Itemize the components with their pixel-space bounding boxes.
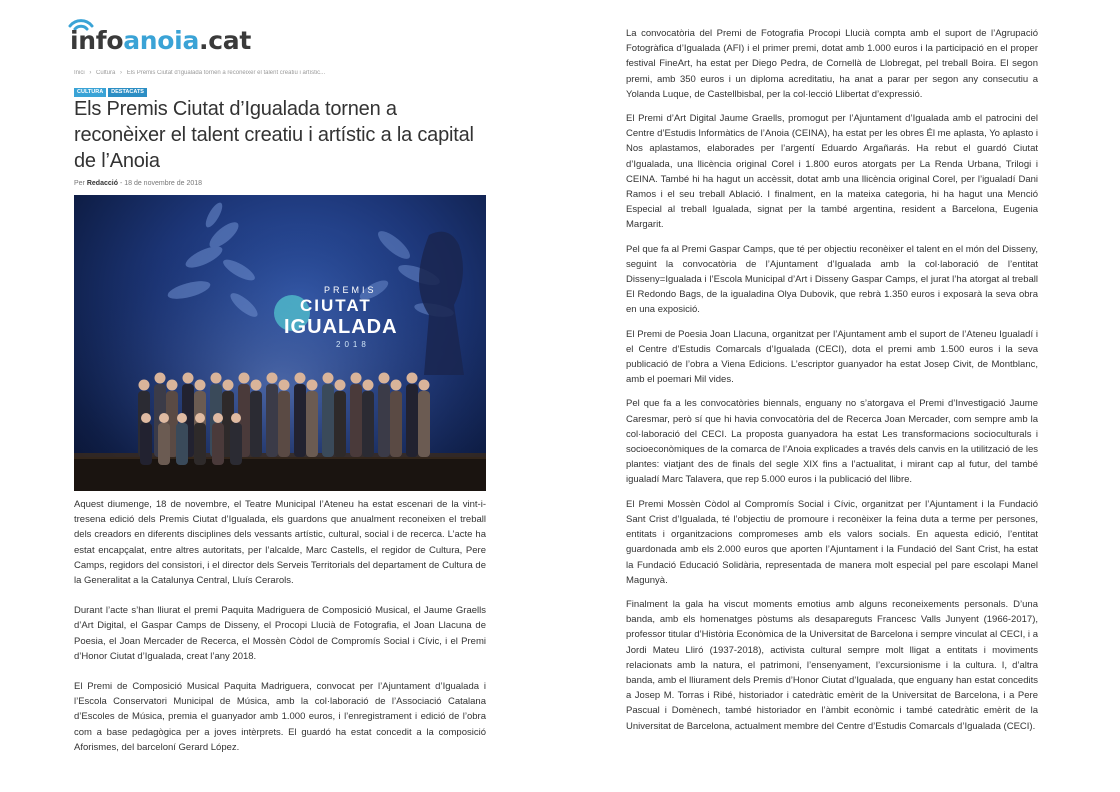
banner-igualada: IGUALADA [284, 316, 398, 338]
category-badges [74, 80, 486, 95]
person-head [363, 380, 374, 391]
person-head [267, 373, 278, 384]
breadcrumb-current: Els Premis Ciutat d’Igualada tornen a reconèixer el talent creatiu i artístic... [126, 70, 326, 76]
stage-floor [74, 457, 486, 491]
logo-cat: .cat [199, 26, 251, 55]
person-head [279, 380, 290, 391]
person-head [231, 413, 241, 423]
person-head [351, 373, 362, 384]
person-head [213, 413, 223, 423]
paragraph: El Premi Mossèn Còdol al Compromís Social i Cívic, organitzat per l’Ajuntament i la Fundació Sant Crist d’Igualada, té l’objectiu de promoure i reconèixer la feina duta a terme per persones, entitats i organitzacions compromeses amb els valors socials. En aquesta edició, l’entitat guardonada amb els 2.000 euros que aporten l’Ajuntament i la Fundació del Sant Crist, ha estat la Fundació Educació Solidària, representada de manera molt especial pel pare escolapi Manel Magunyà. [626, 498, 1038, 586]
article-photo [74, 195, 486, 491]
person-head [211, 373, 222, 384]
byline-dash: - [119, 180, 125, 187]
site-logo[interactable] [68, 12, 486, 56]
person-silhouette [390, 391, 402, 457]
banner-year: 2018 [336, 340, 370, 349]
person-head [295, 373, 306, 384]
banner-ciutat: CIUTAT [300, 296, 372, 315]
person-head [379, 373, 390, 384]
banner-premis: PREMIS [324, 285, 377, 295]
person-silhouette [250, 391, 262, 457]
paragraph: Pel que fa al Premi Gaspar Camps, que té per objectiu reconèixer el talent en el món del Disseny, seguint la convocatòria de l’Ajuntament d’Igualada amb la col·laboració de l’entitat Disseny=Igualada i l’Escola Municipal d’Art i Disseny Gaspar Camps, el jurat l’ha atorgat al treball El Redondo Bags, de la igualadina Olya Dubovik, que rebrà 1.350 euros i exposarà la seva obra en una exposició. [626, 243, 1038, 316]
paragraph: Aquest diumenge, 18 de novembre, el Teatre Municipal l’Ateneu ha estat escenari de la vint-i-tresena edició dels Premis Ciutat d’Igualada, els guardons que anualment reconeixen el treball dels creadors en diferents disciplines dels vessants artístic, cultural, social i de recerca. L’acte ha estat encapçalat, entre altres autoritats, per l’alcalde, Marc Castells, el regidor de Cultura, Pere Camps, regidors del consistori, i el director dels Serveis Territorials del departament de Cultura de la Generalitat a la Catalunya Central, Lluís Cerarols. [74, 499, 486, 587]
logo-anoia: anoia [123, 26, 200, 55]
left-column [70, 12, 486, 770]
logo-text [70, 26, 251, 55]
badge-cultura[interactable]: CULTURA [74, 88, 106, 97]
paragraph: El Premi de Poesia Joan Llacuna, organitzat per l’Ajuntament amb el suport de l’Ateneu Igualadí i el Centre d’Estudis Comarcals d’Igualada (CECI), dota el premi amb 1.500 euros i la seva publicació de l’obra a Viena Edicions. L’escriptor guanyador ha estat Josep Civit, de Montblanc, amb el poemari Mil vides. [626, 328, 1038, 386]
person-silhouette [140, 423, 152, 465]
person-silhouette [158, 423, 170, 465]
person-head [251, 380, 262, 391]
person-head [307, 380, 318, 391]
badge-destacats[interactable]: DESTACATS [108, 88, 147, 97]
person-head [139, 380, 150, 391]
person-head [323, 373, 334, 384]
person-silhouette [266, 384, 278, 457]
person-silhouette [322, 384, 334, 457]
left-body [74, 497, 486, 755]
paragraph: Durant l’acte s’han lliurat el premi Paquita Madriguera de Composició Musical, el Jaume Graells d’Art Digital, el Gaspar Camps de Disseny, el Procopi Llucià de Fotografia, el Joan Llacuna de Poesia, el Joan Mercader de Recerca, el Mossèn Còdol de Compromís Social i Cívic, i el Premi d’Honor Ciutat d’Igualada, creat l’any 2018. [74, 605, 486, 662]
person-head [239, 373, 250, 384]
person-silhouette [418, 391, 430, 457]
person-silhouette [212, 423, 224, 465]
person-silhouette [334, 391, 346, 457]
person-head [407, 373, 418, 384]
person-head [335, 380, 346, 391]
photo-illustration [74, 195, 486, 491]
breadcrumb-separator: › [89, 70, 92, 76]
person-silhouette [278, 391, 290, 457]
person-head [419, 380, 430, 391]
person-head [141, 413, 151, 423]
logo-info: info [70, 26, 124, 55]
paragraph: La convocatòria del Premi de Fotografia Procopi Llucià compta amb el suport de l’Agrupació Fotogràfica d’Igualada (AFI) i el primer premi, dotat amb 1.000 euros i la participació en el proper festival FineArt, ha estat per Diego Pedra, de Cornellà de Llobregat, pel treball Boira. El segon premi, amb 350 euros i un diploma acreditatiu, ha anat a parar per segon any consecutiu a Yolanda Luque, de Castellbisbal, per la col·lecció Llibertat d’expressió. [626, 28, 1038, 100]
person-silhouette [406, 384, 418, 457]
breadcrumb [74, 70, 486, 76]
paragraph: Finalment la gala ha viscut moments emotius amb alguns reconeixements personals. D’una banda, amb els homenatges pòstums als desapareguts Francesc Valls Junyent (1966-2017), professor titular d’Història Econòmica de la Universitat de Barcelona i sempre vinculat al CECI, i a Jordi Mateu Lliró (1937-2018), activista cultural sempre molt lligat a entitats i moviments relacionats amb la natura, el patrimoni, l’ensenyament, l’excursionisme i la cultura. I, d’altra banda, amb el lliurament dels Premis d’Honor Ciutat d’Igualada, que enguany han estat concedits a Josep M. Torras i Ribé, historiador i catedràtic emèrit de la Universitat de Barcelona, i a Pere Pascual i Domènech, també historiador en l’àmbit econòmic i també catedràtic emèrit de la Universitat de Barcelona, actualment membre del Centre d’Estudis Comarcals d’Igualada (CECI). [626, 598, 1038, 732]
person-head [167, 380, 178, 391]
paragraph: El Premi d’Art Digital Jaume Graells, promogut per l’Ajuntament d’Igualada amb el patrocini del Centre d’Estudis Informàtics de l’Anoia (CEINA), ha estat per les obres Él me aplasta, Yo aplasto i Nos aplastamos, elaborades per l’argentí Eduardo Argañarás. Ha rebut el guardó Ciutat d’Igualada, una llicència original Corel i 1.800 euros atorgats per La Renda Urbana, Trilogi i CEINA. També hi ha hagut un accèssit, dotat amb una llicència original Corel, per l’igualadí Dani Ramos i el seu treball Ablació. I finalment, en la mateixa categoria, hi ha hagut una Menció Especial al treball Igualada, signat per la també argentina, resident a Barcelona, Eugenia Margarit. [626, 113, 1038, 231]
breadcrumb-home[interactable]: Inici [74, 70, 85, 76]
breadcrumb-cultura[interactable]: Cultura [96, 70, 116, 76]
person-silhouette [362, 391, 374, 457]
article-title: Els Premis Ciutat d’Igualada tornen a reconèixer el talent creatiu i artístic a la capital de l’Anoia [74, 98, 474, 172]
person-head [177, 413, 187, 423]
person-silhouette [230, 423, 242, 465]
person-silhouette [194, 423, 206, 465]
right-column [626, 26, 1038, 743]
person-head [223, 380, 234, 391]
breadcrumb-separator: › [120, 70, 123, 76]
article-date: 18 de novembre de 2018 [124, 180, 203, 187]
person-head [195, 380, 206, 391]
person-head [195, 413, 205, 423]
person-head [391, 380, 402, 391]
person-head [159, 413, 169, 423]
paragraph: Pel que fa a les convocatòries biennals, enguany no s’atorgava el Premi d’Investigació Jaume Caresmar, però sí que hi havia convocatòria del de Recerca Joan Mercader, com sempre amb la col·laboració del CECI. La proposta guanyadora ha estat Les transformacions socioculturals i socioeconòmiques de la comarca de l’Anoia explicades a través dels canvis en la utilització de les plantes: viatjant des de finals del segle XIX fins a l’actualitat, i mirant cap al futur, del també igualadí Marc Talavera, que rep 5.000 euros i la publicació del llibre. [626, 398, 1038, 486]
author-link[interactable]: Redacció [86, 180, 118, 187]
person-silhouette [306, 391, 318, 457]
person-silhouette [294, 384, 306, 457]
right-body [626, 26, 1038, 734]
paragraph: El Premi de Composició Musical Paquita Madriguera, convocat per l’Ajuntament d’Igualada i l’Escola Conservatori Municipal de Música, amb la col·laboració de l’Associació Catalana d’Escoles de Música, premia el guanyador amb 1.000 euros, i l’enregistrament i edició de l’obra com a base pedagògica per a joves intèrprets. El guardó ha estat concedit a la composició Aforismes, del barceloní Gerard López. [74, 681, 486, 753]
byline [74, 180, 486, 187]
byline-prefix: Per [74, 180, 85, 187]
person-silhouette [350, 384, 362, 457]
person-head [155, 373, 166, 384]
person-silhouette [378, 384, 390, 457]
person-head [183, 373, 194, 384]
person-silhouette [176, 423, 188, 465]
